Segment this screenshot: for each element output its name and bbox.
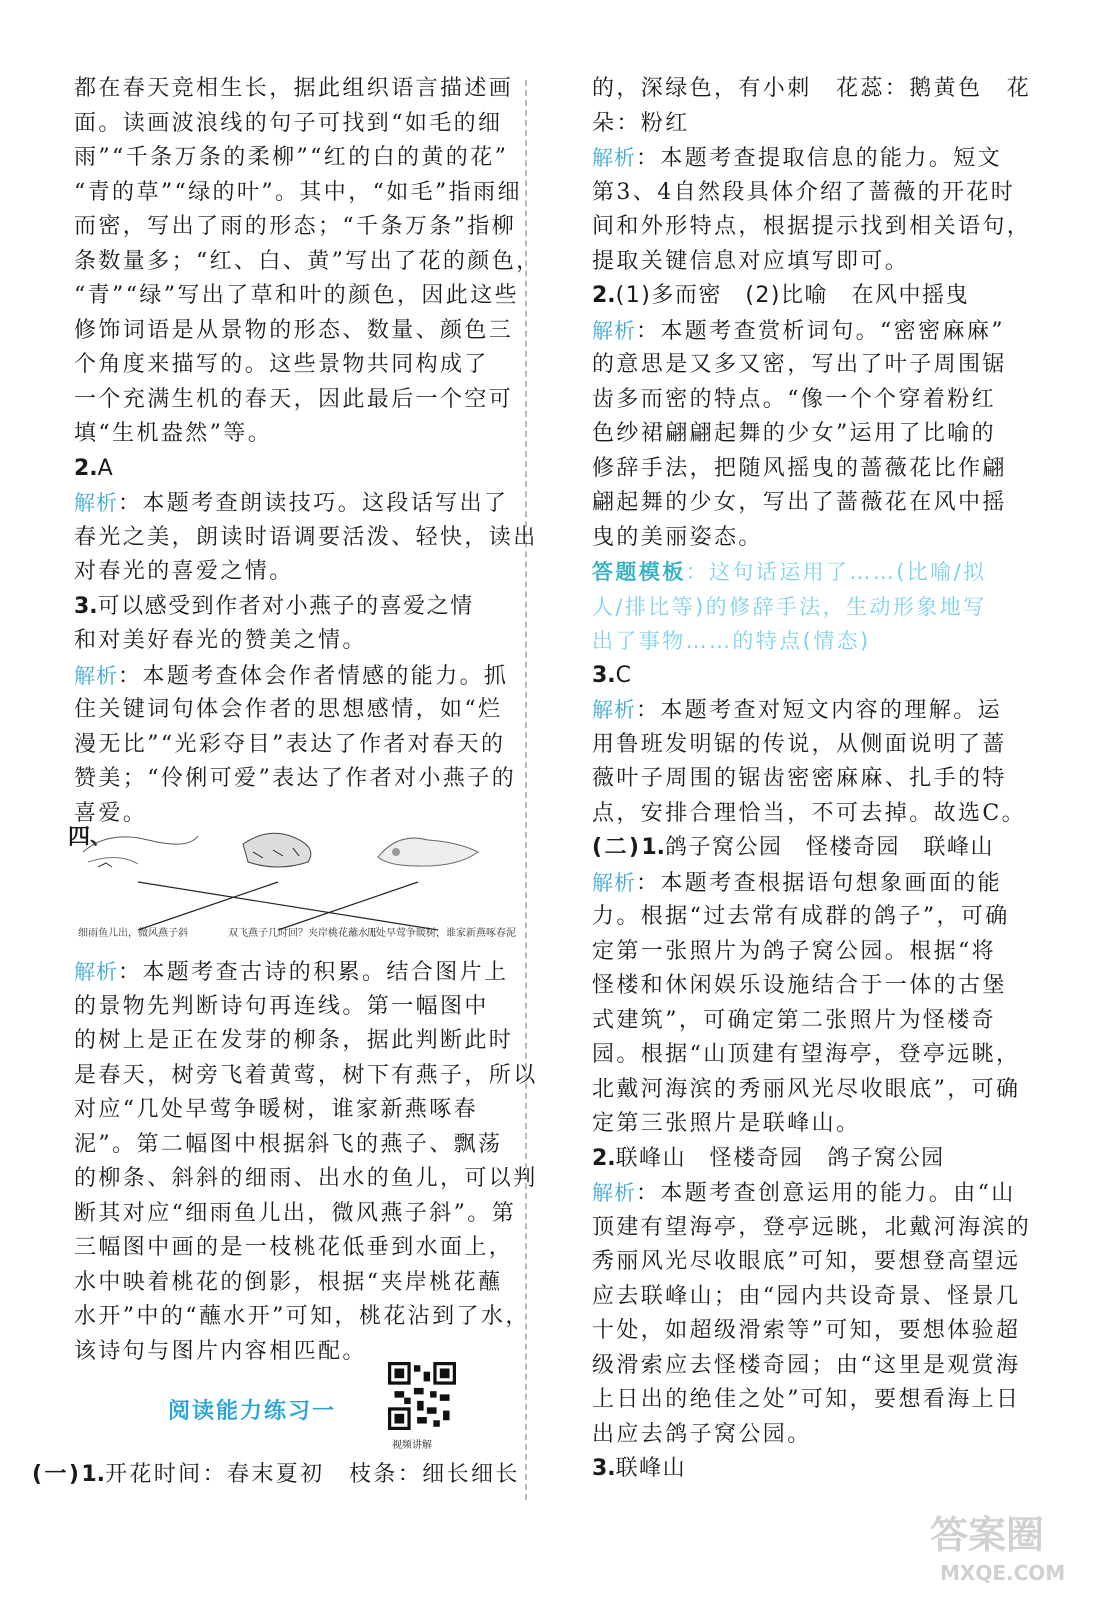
section-label: (二) xyxy=(592,835,642,860)
watermark-text: 答案圈 xyxy=(930,1513,1045,1557)
line-text: 怪楼和休闲娱乐设施结合于一体的古堡 xyxy=(592,973,1007,998)
line-text: 式建筑”，可确定第二张照片为怪楼奇 xyxy=(592,1007,997,1033)
line-text: 住关键词句体会作者的思想感情，如“烂 xyxy=(74,697,503,722)
text-line xyxy=(592,417,1012,452)
line-text: A xyxy=(97,455,115,481)
text-line xyxy=(74,590,504,625)
line-text: ：本题考查古诗的积累。结合图片上 xyxy=(118,960,509,985)
text-line xyxy=(592,555,1012,590)
analysis-tag: 解析 xyxy=(592,318,636,343)
line-text: 水中映着桃花的倒影，根据“夹岸桃花蘸 xyxy=(74,1269,503,1295)
text-line xyxy=(592,900,1012,935)
text-line xyxy=(74,1300,530,1335)
line-text: 可以感受到作者对小燕子的喜爱之情 xyxy=(97,593,474,619)
watermark-subtext: MXQE.COM xyxy=(940,1561,1066,1585)
question-number: 3. xyxy=(592,1456,616,1481)
text-line xyxy=(74,314,514,349)
section-label: (一) xyxy=(32,1462,82,1487)
line-text: ：本题考查对短文内容的理解。运 xyxy=(636,698,1003,723)
text-line xyxy=(74,1197,517,1232)
text-line xyxy=(592,521,1012,556)
text-line xyxy=(592,969,1012,1004)
line-text: 用鲁班发明锯的传说，从侧面说明了蔷 xyxy=(592,731,1007,757)
text-line xyxy=(74,452,504,487)
text-line xyxy=(592,1107,1012,1142)
text-line xyxy=(592,486,1012,521)
text-line xyxy=(74,486,509,521)
template-text: 人/排比等)的修辞手法，生动形象地写 xyxy=(592,594,987,619)
text-line xyxy=(592,1280,1021,1315)
text-line xyxy=(592,1176,1016,1211)
caption-1: 细雨鱼儿出，微风燕子斜 xyxy=(78,928,188,939)
line-text: 应去联峰山；由“园内共设奇景、怪景几 xyxy=(592,1283,1021,1309)
line-text: 是春天，树旁飞着黄莺，树下有燕子，所以 xyxy=(74,1062,538,1088)
line-text: 定第三张照片是联峰山。 xyxy=(592,1111,861,1136)
line-text: 齿多而密的特点。“像一个个穿着粉红 xyxy=(592,386,997,412)
line-text: “青”“绿”写出了草和叶的颜色，因此这些 xyxy=(74,283,519,308)
text-line xyxy=(74,762,517,797)
text-line xyxy=(592,728,1012,763)
caption-2: 双飞燕子几时回？夹岸桃花蘸水开 xyxy=(228,928,378,939)
line-text: 上日出的绝佳之处”可知，要想看海上日 xyxy=(592,1387,1021,1412)
text-line xyxy=(592,1314,1021,1349)
analysis-tag: 解析 xyxy=(592,698,636,722)
line-text: 级滑索应去怪楼奇园；由“这里是观赏海 xyxy=(592,1352,1021,1378)
text-line xyxy=(592,210,1032,245)
line-text: ：本题考查朗读技巧。这段话写出了 xyxy=(118,491,509,516)
text-line xyxy=(592,1004,1012,1039)
text-line xyxy=(74,555,504,590)
text-line xyxy=(592,831,1012,866)
question-number: 2. xyxy=(592,283,616,308)
text-line xyxy=(74,624,504,659)
caption-3: 几处早莺争暖树，谁家新燕啄春泥 xyxy=(366,928,516,939)
line-text: 提取关键信息对应填写即可。 xyxy=(592,248,910,274)
text-line xyxy=(74,210,517,245)
line-text: 对春光的喜爱之情。 xyxy=(74,559,294,584)
line-text: 色纱裙翩翩起舞的少女”运用了比喻的 xyxy=(592,421,997,446)
text-line xyxy=(592,1142,1012,1177)
text-line xyxy=(592,866,1012,901)
text-line xyxy=(592,348,1012,383)
picture-1-willow-swallow xyxy=(83,836,198,867)
line-text: 而密，写出了雨的形态；“千条万条”指柳 xyxy=(74,214,517,239)
text-line xyxy=(74,383,514,418)
template-text: ：这句话运用了……(比喻/拟 xyxy=(685,560,987,584)
question-number: 3. xyxy=(592,662,616,688)
text-line xyxy=(74,176,522,211)
section-four-label: 四、 xyxy=(68,825,113,850)
text-line xyxy=(592,107,1012,142)
line-text: 点，安排合理恰当，不可去掉。故选C。 xyxy=(592,800,1027,826)
line-text: 十处，如超级滑索等”可知，要想体验超 xyxy=(592,1318,1021,1343)
text-line xyxy=(592,1211,1032,1246)
poem-matching-figure xyxy=(78,822,516,954)
line-text: 的柳条、斜斜的细雨、出水的鱼儿，可以判 xyxy=(74,1166,538,1191)
line-text: (1)多而密 (2)比喻 在风中摇曳 xyxy=(615,283,969,308)
text-line xyxy=(592,1349,1021,1384)
text-line xyxy=(74,955,509,990)
text-line xyxy=(592,1245,1021,1280)
line-text: 出应去鸽子窝公园。 xyxy=(592,1421,812,1447)
line-text: 都在春天竞相生长，据此组织语言描述画 xyxy=(74,76,514,101)
text-line xyxy=(74,521,538,556)
text-line xyxy=(74,990,504,1025)
line-text: 赞美；“伶俐可爱”表达了作者对小燕子的 xyxy=(74,766,517,791)
line-text: 条数量多；“红、白、黄”写出了花的颜色， xyxy=(74,248,541,274)
text-line xyxy=(592,1452,1012,1487)
text-line xyxy=(74,107,504,142)
line-text: 曳的美丽姿态。 xyxy=(592,524,763,550)
text-line xyxy=(74,693,504,728)
line-text: 的树上是正在发芽的柳条，据此判断此时 xyxy=(74,1028,514,1053)
question-number: 2. xyxy=(74,455,98,481)
line-text: 园。根据“山顶建有望海亭，登亭远眺， xyxy=(592,1042,1021,1067)
line-text: 漫无比”“光彩夺目”表达了作者对春天的 xyxy=(74,731,506,757)
text-line xyxy=(592,279,1012,314)
text-line xyxy=(592,590,1012,625)
watermark-logo xyxy=(900,1500,1090,1590)
text-line xyxy=(74,1128,504,1163)
analysis-tag: 解析 xyxy=(74,663,118,688)
line-text: 水开”中的“蘸水开”可知，桃花沾到了水， xyxy=(74,1304,530,1329)
text-line xyxy=(592,383,1012,418)
text-line xyxy=(592,1418,1012,1453)
text-line xyxy=(592,797,1027,832)
qr-code[interactable] xyxy=(388,1362,456,1430)
line-text: “青的草”“绿的叶”。其中，“如毛”指雨细 xyxy=(74,179,522,205)
line-text: 填“生机盎然”等。 xyxy=(74,421,273,446)
line-text: 的意思是又多又密，写出了叶子周围锯 xyxy=(592,352,1007,377)
text-line xyxy=(74,417,504,452)
line-text: ：本题考查体会作者情感的能力。抓 xyxy=(118,663,509,689)
text-line xyxy=(74,1162,538,1197)
text-line xyxy=(592,762,1012,797)
exercise-header xyxy=(168,1362,468,1462)
line-text: 对应“几处早莺争暖树，谁家新燕啄春 xyxy=(74,1097,479,1122)
text-line xyxy=(592,1038,1021,1073)
line-text: 间和外形特点，根据提示找到相关语句， xyxy=(592,214,1032,239)
line-text: 定第一张照片为鸽子窝公园。根据“将 xyxy=(592,938,997,964)
text-line xyxy=(74,1093,504,1128)
analysis-tag: 解析 xyxy=(74,491,118,515)
line-text: 第3、4自然段具体介绍了蔷薇的开花时 xyxy=(592,179,1016,205)
text-line xyxy=(592,72,1032,107)
text-line xyxy=(74,728,504,763)
line-text: 个角度来描写的。这些景物共同构成了 xyxy=(74,352,489,377)
line-text: 春光之美，朗读时语调要活泼、轻快，读出 xyxy=(74,524,538,550)
picture-2-rain-fish xyxy=(243,833,311,867)
line-text: 顶建有望海亭，登亭远眺，北戴河海滨的 xyxy=(592,1214,1032,1240)
question-number: 1. xyxy=(641,835,665,860)
column-divider xyxy=(525,80,527,1500)
line-text: 的景物先判断诗句再连线。第一幅图中 xyxy=(74,993,489,1019)
text-line xyxy=(74,348,504,383)
text-line xyxy=(592,245,1012,280)
line-text: 朵：粉红 xyxy=(592,110,690,136)
text-line xyxy=(74,1024,514,1059)
line-text: ：本题考查创意运用的能力。由“山 xyxy=(636,1181,1016,1206)
line-text: 鸽子窝公园 怪楼奇园 联峰山 xyxy=(664,835,994,860)
line-text: 秀丽风光尽收眼底”可知，要想登高望远 xyxy=(592,1249,1021,1274)
first-answer-line xyxy=(32,1458,520,1493)
text-line xyxy=(592,659,1012,694)
text-line xyxy=(74,245,541,280)
exercise-title: 阅读能力练习一 xyxy=(168,1399,337,1424)
left-column xyxy=(74,72,541,831)
text-line xyxy=(74,1231,514,1266)
analysis-tag: 解析 xyxy=(74,960,118,984)
left-column-analysis xyxy=(74,955,538,1369)
picture-3-peach-blossom xyxy=(378,838,478,866)
text-line xyxy=(74,659,509,694)
text-line xyxy=(592,452,1012,487)
answer-text: 开花时间：春末夏初 枝条：细长细长 xyxy=(104,1462,520,1487)
line-text: 翩起舞的少女，写出了蔷薇花在风中摇 xyxy=(592,490,1007,515)
text-line xyxy=(74,279,519,314)
line-text: 修辞手法，把随风摇曳的蔷薇花比作翩 xyxy=(592,455,1007,481)
line-text: 该诗句与图片内容相匹配。 xyxy=(74,1338,367,1364)
line-text: 一个充满生机的春天，因此最后一个空可 xyxy=(74,386,514,412)
text-line xyxy=(74,72,514,107)
line-text: 的，深绿色，有小刺 花蕊：鹅黄色 花 xyxy=(592,76,1032,101)
text-line xyxy=(592,693,1012,728)
line-text: 北戴河海滨的秀丽风光尽收眼底”，可确 xyxy=(592,1076,1021,1102)
line-text: ：本题考查赏析词句。“密密麻麻” xyxy=(636,318,1005,344)
text-line xyxy=(74,1266,504,1301)
line-text: C xyxy=(615,662,633,688)
analysis-tag: 解析 xyxy=(592,870,636,895)
analysis-tag: 解析 xyxy=(592,1181,636,1205)
line-text: 喜爱。 xyxy=(74,800,148,826)
line-text: 修饰词语是从景物的形态、数量、颜色三 xyxy=(74,317,514,343)
text-line xyxy=(592,314,1012,349)
line-text: 雨”“千条万条的柔柳”“红的白的黄的花” xyxy=(74,145,509,170)
question-number: 3. xyxy=(74,593,98,619)
template-tag: 答题模板 xyxy=(592,560,686,584)
text-line xyxy=(592,176,1016,211)
right-column xyxy=(592,72,1032,1487)
line-text: 薇叶子周围的锯齿密密麻麻、扎手的特 xyxy=(592,766,1007,791)
line-text: 泥”。第二幅图中根据斜飞的燕子、飘荡 xyxy=(74,1131,503,1157)
line-text: 和对美好春光的赞美之情。 xyxy=(74,628,367,653)
text-line xyxy=(592,1073,1021,1108)
line-text: 断其对应“细雨鱼儿出，微风燕子斜”。第 xyxy=(74,1200,517,1226)
text-line xyxy=(592,624,1012,659)
analysis-tag: 解析 xyxy=(592,146,636,170)
line-text: 面。读画波浪线的句子可找到“如毛的细 xyxy=(74,110,503,136)
line-text: 三幅图中画的是一枝桃花低垂到水面上， xyxy=(74,1235,514,1260)
line-text: 联峰山 怪楼奇园 鸽子窝公园 xyxy=(615,1145,945,1171)
line-text: 联峰山 xyxy=(615,1456,687,1481)
line-text: 力。根据“过去常有成群的鸽子”，可确 xyxy=(592,904,1010,929)
question-number: 2. xyxy=(592,1145,616,1171)
question-number: 1. xyxy=(81,1462,105,1487)
matching-lines xyxy=(138,882,438,930)
text-line xyxy=(74,1059,538,1094)
template-text: 出了事物……的特点(情态) xyxy=(592,629,871,653)
text-line xyxy=(592,935,1012,970)
text-line xyxy=(592,141,1012,176)
text-line xyxy=(74,141,509,176)
text-line xyxy=(592,1383,1021,1418)
line-text: ：本题考查提取信息的能力。短文 xyxy=(636,146,1003,171)
qr-caption: 视频讲解 xyxy=(392,1440,432,1451)
line-text: ：本题考查根据语句想象画面的能 xyxy=(636,870,1003,896)
